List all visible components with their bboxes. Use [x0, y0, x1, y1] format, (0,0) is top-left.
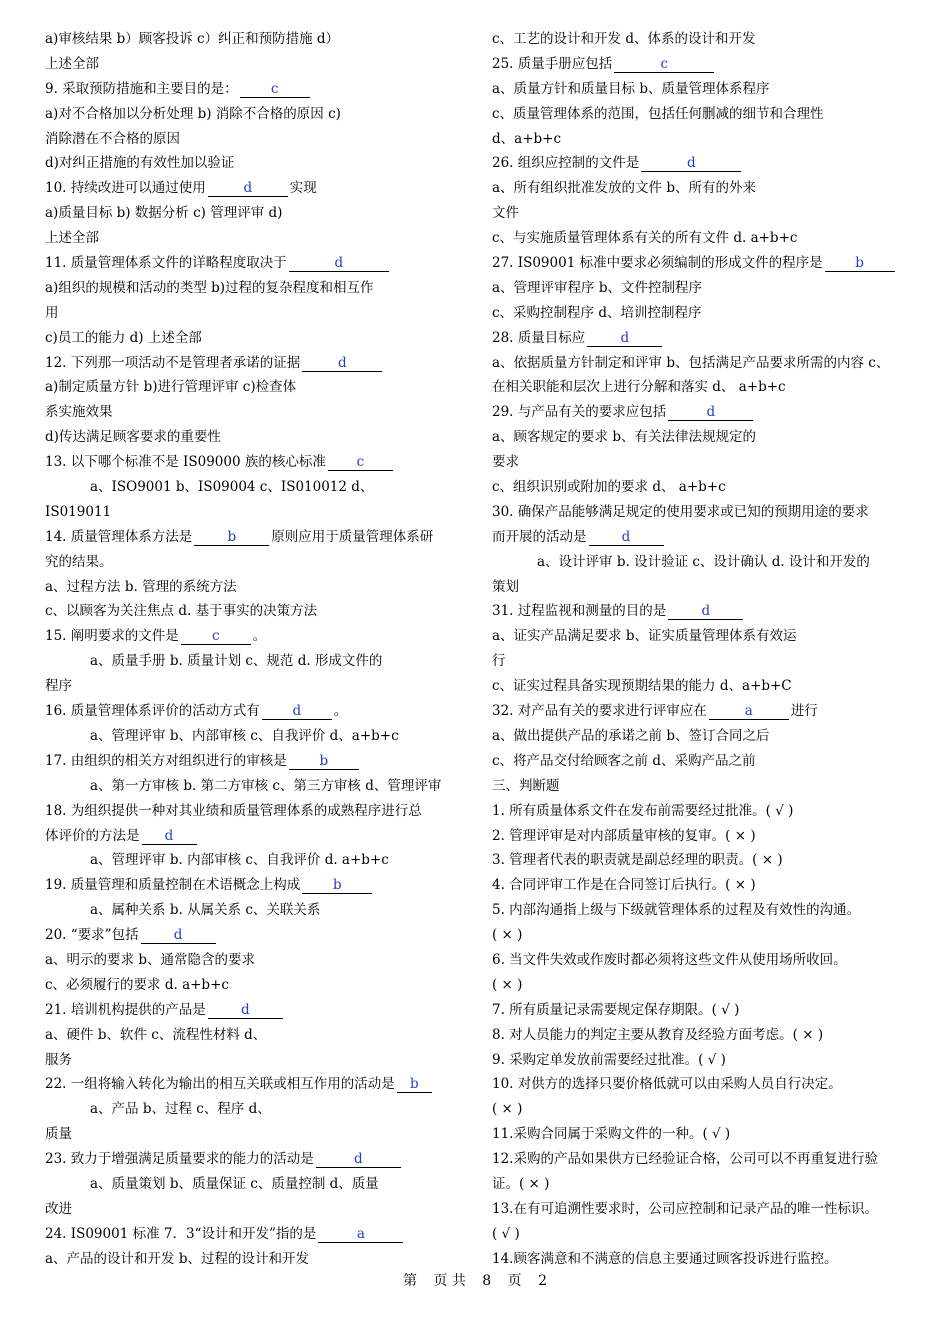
text-line [45, 201, 461, 226]
line-text: a)质量目标 b) 数据分析 c) 管理评审 d) [45, 205, 283, 222]
text-line [492, 500, 908, 525]
line-text: a)审核结果 b）顾客投诉 c）纠正和预防措施 d） [45, 31, 340, 47]
text-line [45, 575, 461, 600]
line-text: 25. 质量手册应包括 [492, 55, 613, 72]
line-text: a、产品的设计和开发 b、过程的设计和开发 [45, 1250, 309, 1267]
line-text: c、将产品交付给顾客之前 d、采购产品之前 [492, 752, 756, 769]
line-text: 5. 内部沟通指上级与下级就管理体系的过程及有效性的沟通。 [492, 902, 861, 919]
line-text: 上述全部 [45, 230, 99, 247]
line-text: c、工艺的设计和开发 d、体系的设计和开发 [492, 31, 756, 47]
line-text: 在相关职能和层次上进行分解和落实 d、 a+b+c [492, 379, 786, 396]
text-line [492, 848, 908, 873]
text-line [45, 948, 461, 973]
line-text: a、第一方审核 b. 第二方审核 c、第三方审核 d、管理评审 [90, 777, 442, 794]
text-line [45, 674, 461, 699]
answer-blank: b [194, 529, 269, 546]
line-text: 26. 组织应控制的文件是 [492, 155, 640, 172]
text-line [45, 898, 461, 923]
answer-blank: c [614, 56, 714, 73]
text-line [492, 52, 908, 77]
text-line [45, 1172, 461, 1197]
line-text: c、必须履行的要求 d. a+b+c [45, 976, 229, 993]
line-text: 消除潜在不合格的原因 [45, 130, 180, 147]
text-line [492, 201, 908, 226]
text-line [492, 400, 908, 425]
line-text: 文件 [492, 205, 519, 222]
text-line [45, 1072, 461, 1097]
text-line [492, 351, 908, 376]
text-line [492, 102, 908, 127]
text-line [492, 251, 908, 276]
line-text-after: 原则应用于质量管理体系研 [271, 528, 434, 545]
text-line [45, 326, 461, 351]
line-text: 证。( × ) [492, 1175, 550, 1192]
text-line [492, 799, 908, 824]
line-text: 2. 管理评审是对内部质量审核的复审。( × ) [492, 827, 756, 844]
text-line [492, 923, 908, 948]
right-column [492, 27, 908, 1272]
text-line [45, 525, 461, 550]
text-line [492, 873, 908, 898]
line-text: a、属种关系 b. 从属关系 c、关联关系 [90, 902, 321, 919]
line-text: 21. 培训机构提供的产品是 [45, 1001, 206, 1018]
text-line [45, 799, 461, 824]
text-line [492, 1197, 908, 1222]
line-text: c、组织识别或附加的要求 d、 a+b+c [492, 479, 726, 496]
line-text: 1. 所有质量体系文件在发布前需要经过批准。( √ ) [492, 802, 794, 819]
answer-blank: b [302, 877, 372, 894]
text-line [492, 774, 908, 799]
footer-suffix: 页 [507, 1273, 522, 1289]
text-line [492, 749, 908, 774]
text-line [492, 824, 908, 849]
line-text: ( × ) [492, 976, 523, 993]
line-text: 20. “要求”包括 [45, 927, 139, 944]
text-line [492, 475, 908, 500]
text-line [45, 599, 461, 624]
text-line [45, 127, 461, 152]
text-line [45, 1122, 461, 1147]
line-text: a)对不合格加以分析处理 b) 消除不合格的原因 c) [45, 105, 341, 122]
text-line [492, 127, 908, 152]
line-text: 服务 [45, 1051, 72, 1068]
line-text: IS019011 [45, 503, 112, 520]
line-text: 27. IS09001 标准中要求必须编制的形成文件的程序是 [492, 255, 823, 272]
line-text: c、与实施质量管理体系有关的所有文件 d. a+b+c [492, 230, 798, 247]
text-line [45, 923, 461, 948]
text-line [492, 674, 908, 699]
answer-blank: d [262, 703, 332, 720]
answer-blank: c [240, 81, 310, 98]
text-line [45, 624, 461, 649]
line-text: 8. 对人员能力的判定主要从教育及经验方面考虑。( × ) [492, 1026, 824, 1043]
answer-blank: c [181, 628, 251, 645]
text-line [45, 1247, 461, 1272]
line-text-after: 进行 [790, 703, 818, 720]
line-text: 17. 由组织的相关方对组织进行的审核是 [45, 752, 287, 769]
line-text: 质量 [45, 1126, 72, 1143]
left-column [45, 27, 461, 1272]
line-text: 而开展的活动是 [492, 528, 587, 545]
text-line [45, 251, 461, 276]
line-text: 9. 采购定单发放前需要经过批准。( √ ) [492, 1051, 726, 1068]
text-line [45, 824, 461, 849]
answer-blank: d [589, 529, 664, 546]
text-line [45, 1048, 461, 1073]
line-text: a、管理评审 b. 内部审核 c、自我评价 d. a+b+c [90, 852, 389, 869]
line-text: a、ISO9001 b、IS09004 c、IS010012 d、 [90, 479, 374, 496]
line-text-after: 实现 [289, 180, 317, 197]
line-text: 4. 合同评审工作是在合同签订后执行。( × ) [492, 877, 756, 894]
line-text: c、证实过程具备实现预期结果的能力 d、a+b+C [492, 678, 792, 695]
text-line [492, 375, 908, 400]
text-line [492, 898, 908, 923]
line-text: 23. 致力于增强满足质量要求的能力的活动是 [45, 1151, 314, 1168]
text-line [492, 1097, 908, 1122]
line-text: 究的结果。 [45, 553, 113, 570]
text-line [45, 375, 461, 400]
text-line [492, 151, 908, 176]
text-line [45, 873, 461, 898]
answer-blank: d [668, 603, 743, 620]
text-line [45, 400, 461, 425]
text-line [492, 301, 908, 326]
line-text: a、依据质量方针制定和评审 b、包括满足产品要求所需的内容 c、 [492, 354, 890, 371]
text-line [492, 998, 908, 1023]
text-line [45, 1197, 461, 1222]
line-text: 15. 阐明要求的文件是 [45, 628, 179, 645]
line-text: 6. 当文件失效或作废时都必须将这些文件从使用场所收回。 [492, 951, 847, 968]
line-text-after: 。 [333, 703, 348, 720]
line-text: ( √ ) [492, 1225, 520, 1242]
text-line [45, 724, 461, 749]
page-footer [0, 1270, 950, 1290]
line-text: 13. 以下哪个标准不是 IS09000 族的核心标准 [45, 454, 326, 471]
line-text: 系实施效果 [45, 404, 113, 421]
line-text: 9. 采取预防措施和主要目的是： [45, 80, 238, 97]
line-text: 程序 [45, 678, 72, 695]
text-line [492, 599, 908, 624]
line-text: 31. 过程监视和测量的目的是 [492, 603, 667, 620]
text-line [492, 1247, 908, 1272]
line-text: 11. 质量管理体系文件的详略程度取决于 [45, 255, 287, 272]
line-text: d)对纠正措施的有效性加以验证 [45, 155, 235, 172]
line-text: 28. 质量目标应 [492, 329, 586, 346]
line-text: c、质量管理体系的范围，包括任何删减的细节和合理性 [492, 105, 824, 122]
footer-page-number: 2 [538, 1273, 548, 1289]
line-text: c、采购控制程序 d、培训控制程序 [492, 304, 702, 321]
text-line [492, 550, 908, 575]
text-line [492, 699, 908, 724]
line-text: a、硬件 b、软件 c、流程性材料 d、 [45, 1026, 267, 1043]
line-text: 要求 [492, 454, 519, 471]
text-line [492, 624, 908, 649]
text-line [492, 1222, 908, 1247]
text-line [45, 500, 461, 525]
line-text: 行 [492, 653, 506, 670]
line-text: 用 [45, 304, 59, 321]
line-text: 12. 下列那一项活动不是管理者承诺的证据 [45, 354, 301, 371]
answer-blank: b [397, 1076, 432, 1093]
text-line [492, 1172, 908, 1197]
line-text: 18. 为组织提供一种对其业绩和质量管理体系的成熟程序进行总 [45, 802, 422, 819]
text-line [45, 1097, 461, 1122]
line-text-after: 。 [252, 628, 267, 645]
line-text: 29. 与产品有关的要求应包括 [492, 404, 667, 421]
text-line [45, 301, 461, 326]
line-text: a)制定质量方针 b)进行管理评审 c)检查体 [45, 379, 297, 396]
text-line [45, 27, 461, 52]
text-line [45, 774, 461, 799]
text-line [492, 948, 908, 973]
line-text: c、以顾客为关注焦点 d. 基于事实的决策方法 [45, 603, 318, 620]
text-line [492, 1048, 908, 1073]
text-line [45, 276, 461, 301]
line-text: 10. 持续改进可以通过使用 [45, 180, 206, 197]
text-line [492, 425, 908, 450]
line-text: d)传达满足顾客要求的重要性 [45, 429, 221, 446]
line-text: 13.在有可追溯性要求时，公司应控制和记录产品的唯一性标识。 [492, 1200, 878, 1217]
text-line [492, 1122, 908, 1147]
text-line [45, 77, 461, 102]
answer-blank: a [709, 703, 789, 720]
answer-blank: d [641, 155, 741, 172]
text-line [45, 550, 461, 575]
text-line [492, 27, 908, 52]
answer-blank: d [289, 255, 389, 272]
answer-blank: b [825, 255, 895, 272]
line-text: ( × ) [492, 927, 523, 944]
text-line [45, 749, 461, 774]
line-text: a、质量策划 b、质量保证 c、质量控制 d、质量 [90, 1175, 379, 1192]
line-text: a、质量方针和质量目标 b、质量管理体系程序 [492, 80, 770, 97]
line-text: 22. 一组将输入转化为输出的相互关联或相互作用的活动是 [45, 1076, 395, 1093]
text-line [492, 176, 908, 201]
answer-blank: d [587, 330, 662, 347]
text-line [45, 848, 461, 873]
text-line [45, 226, 461, 251]
text-line [45, 649, 461, 674]
line-text: 7. 所有质量记录需要规定保存期限。( √ ) [492, 1001, 740, 1018]
text-line [45, 425, 461, 450]
text-line [492, 1072, 908, 1097]
text-line [492, 326, 908, 351]
line-text: 30. 确保产品能够满足规定的使用要求或已知的预期用途的要求 [492, 503, 869, 520]
text-line [45, 450, 461, 475]
text-line [492, 973, 908, 998]
line-text: 体评价的方法是 [45, 827, 140, 844]
text-line [492, 1023, 908, 1048]
text-line [45, 151, 461, 176]
answer-blank: c [328, 454, 393, 471]
answer-blank: d [316, 1151, 401, 1168]
text-line [492, 525, 908, 550]
line-text: 16. 质量管理体系评价的活动方式有 [45, 703, 260, 720]
line-text: 上述全部 [45, 55, 99, 72]
footer-middle: 页 共 [433, 1273, 466, 1289]
line-text: 11.采购合同属于采购文件的一种。( √ ) [492, 1126, 731, 1143]
text-line [492, 276, 908, 301]
text-line [45, 475, 461, 500]
line-text: 策划 [492, 578, 519, 595]
line-text: ( × ) [492, 1101, 523, 1118]
text-line [45, 176, 461, 201]
line-text: a)组织的规模和活动的类型 b)过程的复杂程度和相互作 [45, 279, 374, 296]
text-line [45, 973, 461, 998]
answer-blank: d [208, 1002, 283, 1019]
line-text: 改进 [45, 1200, 72, 1217]
text-line [492, 649, 908, 674]
answer-blank: a [318, 1226, 403, 1243]
line-text: 24. IS09001 标准 7．3“设计和开发”指的是 [45, 1225, 317, 1242]
line-text: a、明示的要求 b、通常隐含的要求 [45, 951, 255, 968]
answer-blank: d [141, 927, 216, 944]
line-text: a、过程方法 b. 管理的系统方法 [45, 578, 237, 595]
line-text: c)员工的能力 d) 上述全部 [45, 329, 202, 346]
text-line [45, 351, 461, 376]
line-text: d、a+b+c [492, 130, 562, 147]
answer-blank: b [289, 753, 359, 770]
text-line [45, 1222, 461, 1247]
line-text: a、产品 b、过程 c、程序 d、 [90, 1101, 271, 1118]
answer-blank: d [302, 355, 382, 372]
text-line [45, 102, 461, 127]
footer-prefix: 第 [402, 1273, 417, 1289]
line-text: 19. 质量管理和质量控制在术语概念上构成 [45, 877, 301, 894]
line-text: a、证实产品满足要求 b、证实质量管理体系有效运 [492, 628, 797, 645]
line-text: a、管理评审 b、内部审核 c、自我评价 d、a+b+c [90, 727, 399, 744]
line-text: 3. 管理者代表的职责就是副总经理的职责。( × ) [492, 852, 783, 869]
line-text: a、做出提供产品的承诺之前 b、签订合同之后 [492, 727, 770, 744]
line-text: a、顾客规定的要求 b、有关法律法规规定的 [492, 429, 756, 446]
line-text: 14. 质量管理体系方法是 [45, 528, 193, 545]
text-line [492, 77, 908, 102]
text-line [492, 450, 908, 475]
text-line [492, 226, 908, 251]
text-line [45, 699, 461, 724]
line-text: a、质量手册 b. 质量计划 c、规范 d. 形成文件的 [90, 653, 383, 670]
text-line [45, 998, 461, 1023]
line-text: 10. 对供方的选择只要价格低就可以由采购人员自行决定。 [492, 1076, 842, 1093]
line-text: 14.顾客满意和不满意的信息主要通过顾客投诉进行监控。 [492, 1250, 838, 1267]
line-text: 32. 对产品有关的要求进行评审应在 [492, 703, 707, 720]
line-text: 12.采购的产品如果供方已经验证合格，公司可以不再重复进行验 [492, 1151, 878, 1168]
text-line [492, 575, 908, 600]
line-text: 三、判断题 [492, 777, 560, 794]
line-text: a、所有组织批准发放的文件 b、所有的外来 [492, 180, 756, 197]
text-line [45, 1147, 461, 1172]
text-line [492, 724, 908, 749]
answer-blank: d [668, 404, 753, 421]
text-line [45, 1023, 461, 1048]
text-line [492, 1147, 908, 1172]
text-line [45, 52, 461, 77]
footer-total: 8 [482, 1273, 492, 1289]
line-text: a、设计评审 b. 设计验证 c、设计确认 d. 设计和开发的 [537, 553, 870, 570]
answer-blank: d [208, 180, 288, 197]
answer-blank: d [142, 828, 197, 845]
line-text: a、管理评审程序 b、文件控制程序 [492, 279, 702, 296]
